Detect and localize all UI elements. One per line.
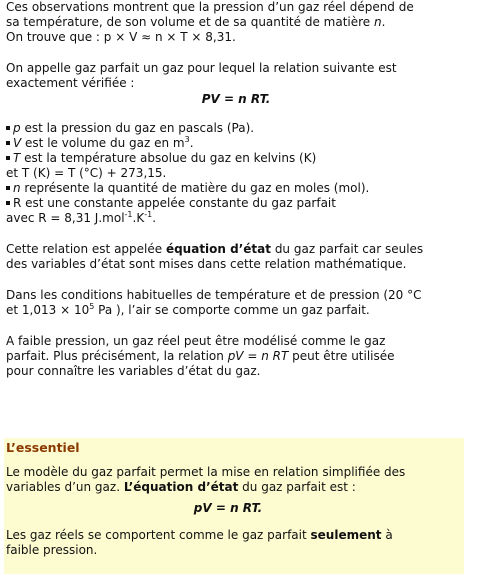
var-n: n <box>13 181 21 195</box>
state-text: Cette relation est appelée <box>6 242 166 256</box>
intro-line-1: Ces observations montrent que la pression d’un gaz réel dépend de <box>6 0 414 14</box>
constant-unit: .K <box>132 211 145 225</box>
essentiel-box <box>4 438 464 574</box>
superscript: -1 <box>124 210 133 219</box>
essentiel-title: L’essentiel <box>6 440 80 455</box>
state-text-end: du gaz parfait car seules <box>271 242 424 256</box>
state-line-2: des variables d’état sont mises dans cette relation mathématique. <box>6 257 407 271</box>
intro-paragraph <box>6 0 480 45</box>
bullet-icon <box>6 156 10 160</box>
list-item-end: . <box>152 211 157 225</box>
state-equation-paragraph <box>6 242 480 272</box>
low-pressure-line-2 <box>6 349 480 364</box>
conditions-text: et 1,013 × 10 <box>6 303 90 317</box>
list-item-end: . <box>189 136 194 150</box>
intro-line-2-text: sa température, de son volume et de sa quantité de matière <box>6 15 374 29</box>
bullet-icon <box>6 201 10 205</box>
bullet-icon <box>6 186 10 190</box>
list-item-text: R est une constante appelée constante du gaz parfait <box>13 196 336 210</box>
state-equation-term: équation d’état <box>165 242 271 256</box>
var-t: T <box>13 151 21 165</box>
variables-list <box>6 121 480 226</box>
essentiel-line-3 <box>6 528 464 543</box>
bullet-icon <box>6 126 10 130</box>
constant-value: avec R = 8,31 J.mol <box>6 211 125 225</box>
list-item-text: est le volume du gaz en m <box>21 136 185 150</box>
essentiel-formula: pV = n RT. <box>193 501 263 515</box>
essentiel-text-end: du gaz parfait est : <box>238 480 356 494</box>
essentiel-text: variables d’un gaz. <box>6 480 124 494</box>
low-pressure-line-3: pour connaître les variables d’état du gaz. <box>6 364 261 378</box>
list-item-temperature <box>6 151 480 166</box>
var-v: V <box>13 136 22 150</box>
list-item-temperature-cont: et T (K) = T (°C) + 273,15. <box>6 166 167 180</box>
superscript: 5 <box>89 302 95 311</box>
list-item-text: est la pression du gaz en pascals (Pa). <box>20 121 255 135</box>
intro-line-2-end: . <box>381 15 386 29</box>
var-p: p <box>13 121 21 135</box>
list-item-pressure <box>6 121 480 136</box>
essentiel-line-1: Le modèle du gaz parfait permet la mise en relation simplifiée des <box>6 465 406 479</box>
superscript: -1 <box>144 210 153 219</box>
low-pressure-text: parfait. Plus précisément, la relation <box>6 349 228 363</box>
low-pressure-text-end: peut être utilisée <box>288 349 395 363</box>
inline-formula: pV = n RT <box>227 349 289 363</box>
low-pressure-paragraph <box>6 334 480 379</box>
superscript: 3 <box>184 135 190 144</box>
ideal-gas-formula: PV = n RT. <box>201 92 271 106</box>
conditions-text-end: Pa ), l’air se comporte comme un gaz parfait. <box>94 303 370 317</box>
intro-line-2 <box>6 15 480 30</box>
list-item-constant-cont <box>6 211 480 226</box>
low-pressure-line-1: A faible pression, un gaz réel peut être modélisé comme le gaz <box>6 334 386 348</box>
definition-line-1: On appelle gaz parfait un gaz pour lequel la relation suivante est <box>6 61 397 75</box>
var-n: n <box>373 15 382 29</box>
conditions-line-1: Dans les conditions habituelles de température et de pression (20 °C <box>6 288 422 302</box>
state-equation-term: L’équation d’état <box>123 480 239 494</box>
list-item-constant <box>6 196 480 211</box>
essentiel-text: Les gaz réels se comportent comme le gaz parfait <box>6 528 311 542</box>
essentiel-text-end: à <box>381 528 393 542</box>
conditions-line-2 <box>6 303 480 318</box>
emphasis-only: seulement <box>310 528 382 542</box>
list-item-text: représente la quantité de matière du gaz en moles (mol). <box>20 181 370 195</box>
bullet-icon <box>6 141 10 145</box>
definition-line-2: exactement vérifiée : <box>6 76 135 90</box>
state-line-1 <box>6 242 480 257</box>
essentiel-line-4: faible pression. <box>6 543 98 557</box>
list-item-text: est la température absolue du gaz en kelvins (K) <box>20 151 317 165</box>
intro-line-3: On trouve que : p × V ≈ n × T × 8,31. <box>6 30 236 44</box>
definition-paragraph <box>6 61 480 107</box>
list-item-quantity <box>6 181 480 196</box>
list-item-volume <box>6 136 480 151</box>
conditions-paragraph <box>6 288 480 318</box>
essentiel-line-2 <box>6 480 464 495</box>
